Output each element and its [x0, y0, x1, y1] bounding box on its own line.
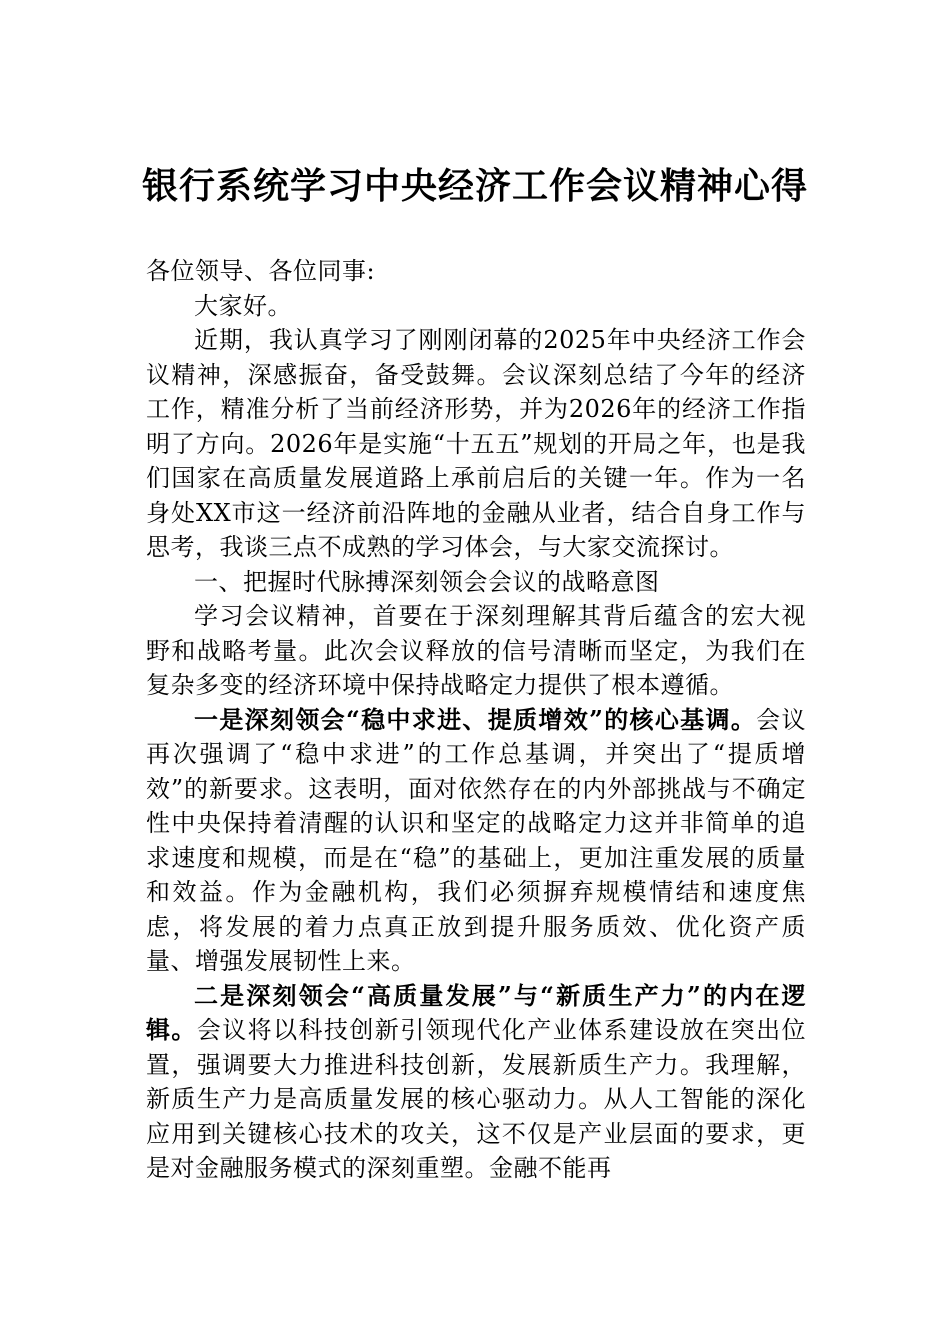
- document-body: [146, 254, 806, 1186]
- point-1-lead: 一是深刻领会“稳中求进、提质增效”的核心基调。: [194, 704, 757, 734]
- point-1-body: 会议再次强调了“稳中求进”的工作总基调，并突出了“提质增效”的新要求。这表明，面对依然存在的内外部挑战与不确定性中央保持着清醒的认识和坚定的战略定力这并非简单的追求速度和规模，而是在“稳”的基础上，更加注重发展的质量和效益。作为金融机构，我们必须摒弃规模情结和速度焦虑，将发展的着力点真正放到提升服务质效、优化资产质量、增强发展韧性上来。: [146, 705, 807, 975]
- salutation: 各位领导、各位同事:: [146, 257, 376, 285]
- point-2-paragraph: [146, 979, 806, 1186]
- point-2-lead: 二是深刻领会“高质量发展”与“新质生产力”的内在逻辑。: [146, 980, 806, 1044]
- section-1-paragraph: 学习会议精神，首要在于深刻理解其背后蕴含的宏大视野和战略考量。此次会议释放的信号清晰而坚定，为我们在复杂多变的经济环境中保持战略定力提供了根本遵循。: [146, 602, 806, 699]
- section-heading-1: 一、把握时代脉搏深刻领会会议的战略意图: [194, 567, 660, 596]
- document-title: 银行系统学习中央经济工作会议精神心得: [141, 165, 808, 207]
- point-2-body: 会议将以科技创新引领现代化产业体系建设放在突出位置，强调要大力推进科技创新，发展新质生产力。我理解，新质生产力是高质量发展的核心驱动力。从人工智能的深化应用到关键核心技术的攻关，这不仅是产业层面的要求，更是对金融服务模式的深刻重塑。金融不能再: [146, 1016, 807, 1182]
- point-1-paragraph: [146, 703, 806, 979]
- intro-paragraph: 近期，我认真学习了刚刚闭幕的2025年中央经济工作会议精神，深感振奋，备受鼓舞。会议深刻总结了今年的经济工作，精准分析了当前经济形势，并为2026年的经济工作指明了方向。2026年是实施“十五五”规划的开局之年，也是我们国家在高质量发展道路上承前启后的关键一年。作为一名身处XX市这一经济前沿阵地的金融从业者，结合自身工作与思考，我谈三点不成熟的学习体会，与大家交流探讨。: [146, 326, 806, 561]
- greeting: 大家好。: [194, 291, 292, 320]
